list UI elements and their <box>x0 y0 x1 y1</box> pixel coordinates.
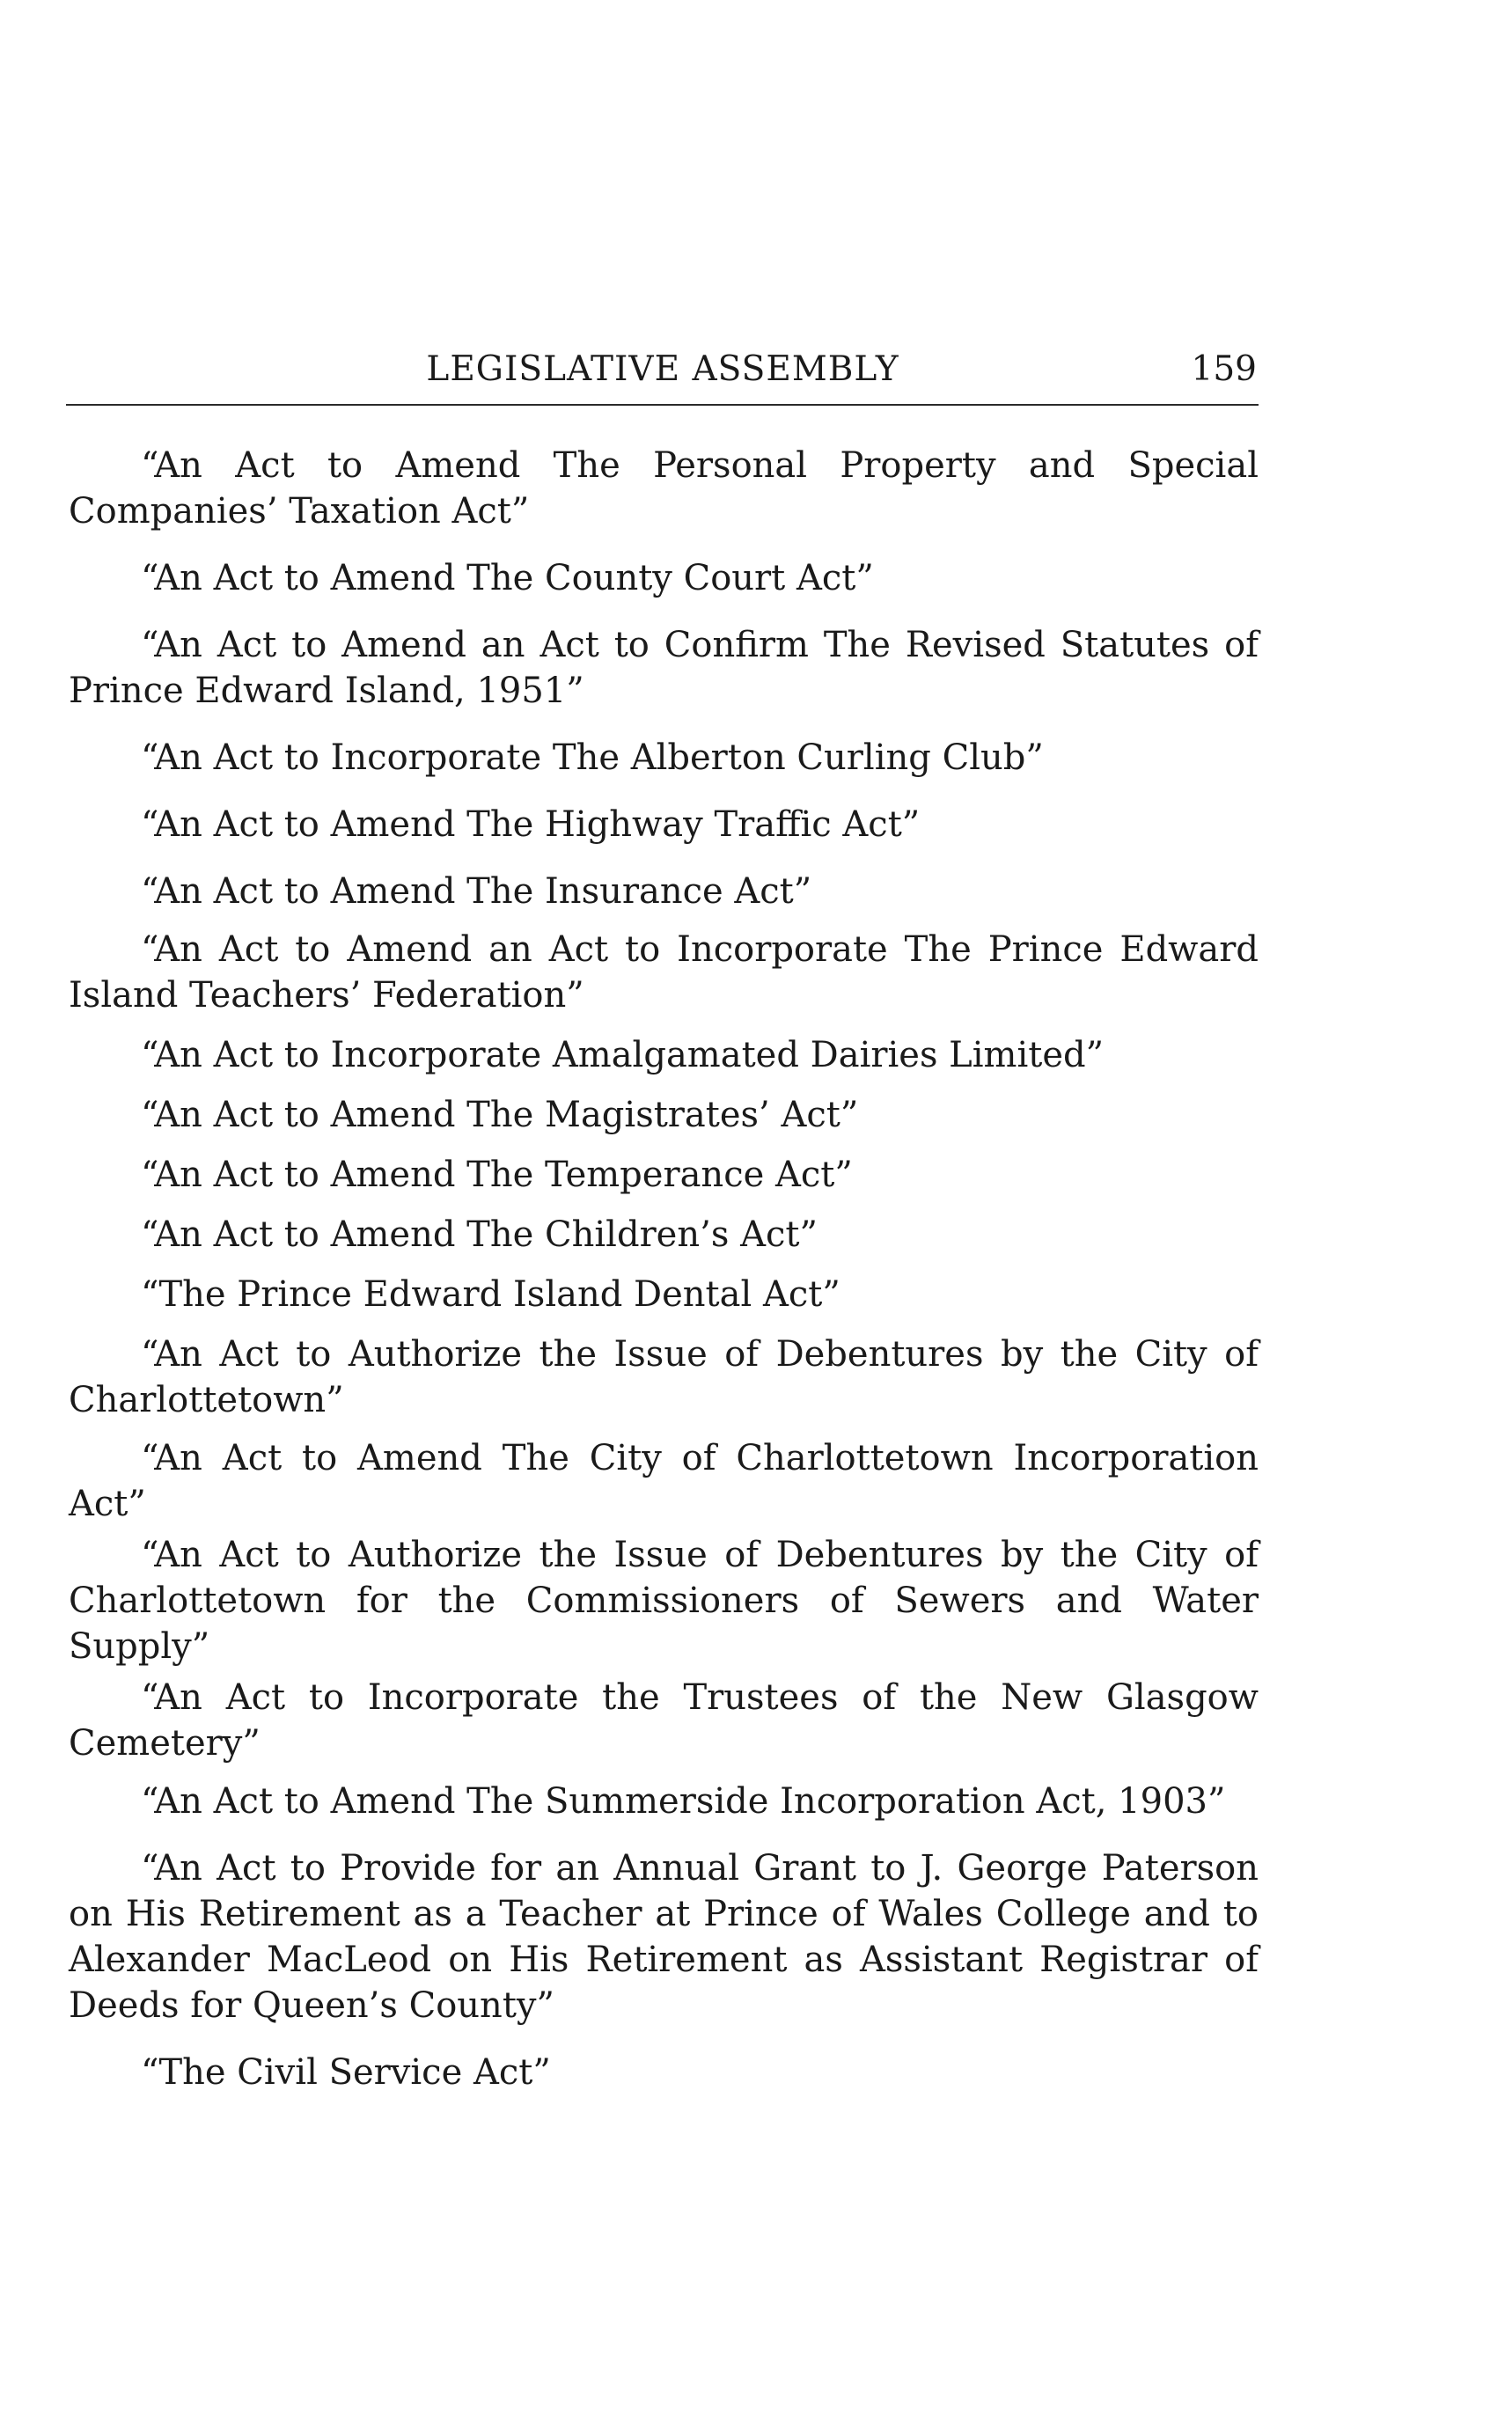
page-number: 159 <box>1191 349 1257 389</box>
act-item: “An Act to Amend The Summerside Incorporation Act, 1903” <box>141 1781 1226 1822</box>
act-item: “An Act to Authorize the Issue of Debentures by the City of Charlottetown for the Commissioners of Sewers and Water Supply” <box>69 1535 1259 1667</box>
act-item: “An Act to Amend The City of Charlottetown Incorporation Act” <box>69 1438 1259 1524</box>
act-item: “An Act to Incorporate Amalgamated Dairies Limited” <box>141 1035 1105 1075</box>
act-item: “An Act to Incorporate The Alberton Curling Club” <box>141 737 1044 778</box>
header-title: LEGISLATIVE ASSEMBLY <box>426 349 899 389</box>
running-header <box>69 348 1257 392</box>
act-item: “The Civil Service Act” <box>141 2052 551 2093</box>
act-item: “An Act to Amend an Act to Confirm The Revised Statutes of Prince Edward Island, 1951” <box>69 625 1259 711</box>
act-item: “The Prince Edward Island Dental Act” <box>141 1274 840 1315</box>
header-rule <box>66 404 1259 406</box>
act-list <box>69 443 1259 2095</box>
act-item: “An Act to Amend The County Court Act” <box>141 558 874 598</box>
act-item: “An Act to Incorporate the Trustees of the New Glasgow Cemetery” <box>69 1677 1259 1764</box>
act-item: “An Act to Amend The Highway Traffic Act” <box>141 804 921 845</box>
act-item: “An Act to Amend The Insurance Act” <box>141 871 812 912</box>
act-item: “An Act to Authorize the Issue of Debentures by the City of Charlottetown” <box>69 1334 1259 1420</box>
act-item: “An Act to Provide for an Annual Grant to J. George Paterson on His Retirement as a Teacher at Prince of Wales College and to Alexander MacLeod on His Retirement as Assistant Registrar of Deeds for Queen’s County” <box>69 1848 1259 2026</box>
act-item: “An Act to Amend The Children’s Act” <box>141 1214 818 1255</box>
act-item: “An Act to Amend The Personal Property and Special Companies’ Taxation Act” <box>69 445 1259 532</box>
act-item: “An Act to Amend The Magistrates’ Act” <box>141 1095 859 1135</box>
act-item: “An Act to Amend an Act to Incorporate The Prince Edward Island Teachers’ Federation” <box>69 929 1259 1016</box>
act-item: “An Act to Amend The Temperance Act” <box>141 1155 853 1195</box>
